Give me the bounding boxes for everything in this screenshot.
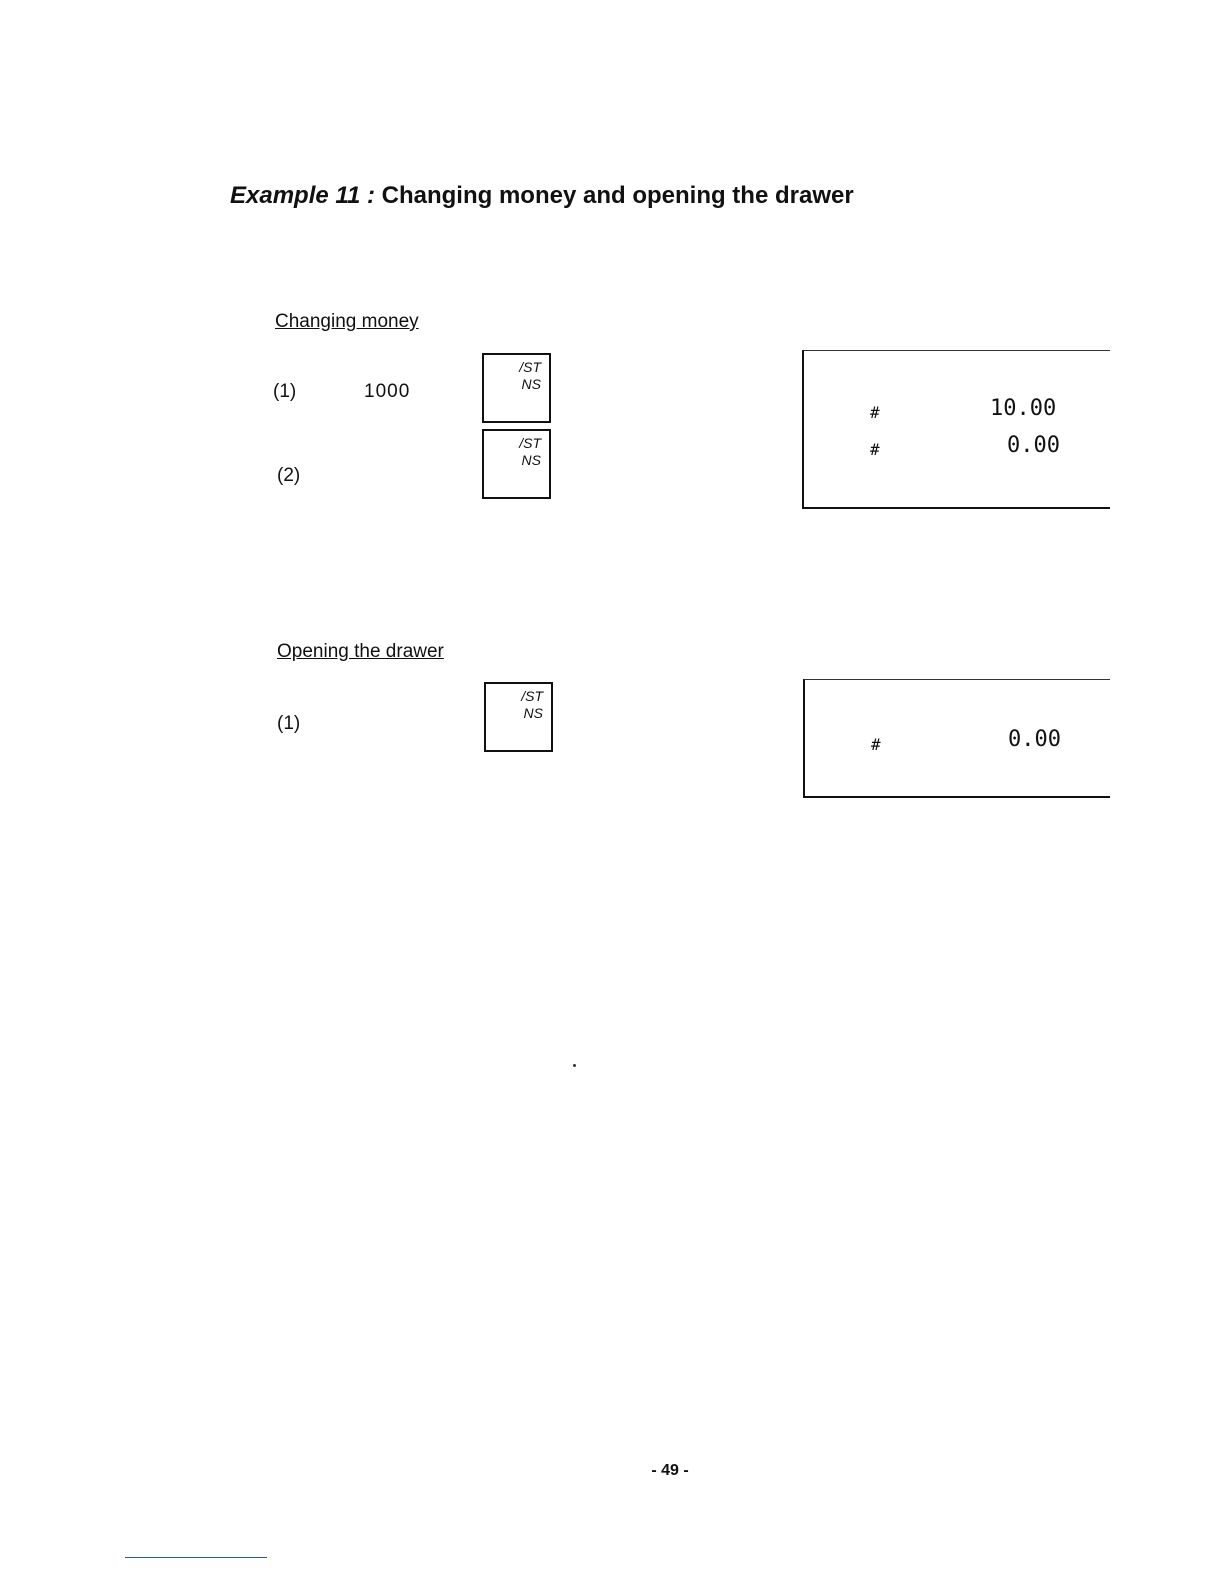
receipt-printout xyxy=(802,350,1110,509)
receipt-value: 10.00 xyxy=(990,396,1057,421)
st-ns-key xyxy=(484,682,553,752)
example-label: Example 11 : xyxy=(230,182,375,209)
receipt-row xyxy=(870,399,880,424)
step-amount: 1000 xyxy=(364,381,411,402)
speck xyxy=(573,1064,576,1067)
step-label: (1) xyxy=(277,713,301,734)
key-label-top: /ST xyxy=(521,688,543,704)
st-ns-key xyxy=(482,429,551,499)
receipt-value: 0.00 xyxy=(1008,727,1061,752)
key-label-top: /ST xyxy=(519,359,541,375)
example-title: Changing money and opening the drawer xyxy=(381,182,854,209)
step-label: (1) xyxy=(273,381,297,402)
receipt-value: 0.00 xyxy=(1007,433,1060,458)
st-ns-key xyxy=(482,353,551,423)
page-number: - 49 - xyxy=(651,1462,689,1479)
receipt-row xyxy=(871,731,881,756)
receipt-symbol: # xyxy=(870,403,880,422)
step-label: (2) xyxy=(277,465,301,486)
receipt-printout xyxy=(803,679,1110,798)
footer-rule xyxy=(125,1557,267,1558)
key-label-bottom: NS xyxy=(521,376,541,392)
key-label-top: /ST xyxy=(519,435,541,451)
receipt-row xyxy=(870,436,880,461)
receipt-symbol: # xyxy=(870,440,880,459)
section-heading-changing-money: Changing money xyxy=(275,311,419,332)
section-heading-opening-drawer: Opening the drawer xyxy=(277,641,444,662)
receipt-symbol: # xyxy=(871,735,881,754)
key-label-bottom: NS xyxy=(523,705,543,721)
page-title xyxy=(230,182,854,210)
key-label-bottom: NS xyxy=(521,452,541,468)
